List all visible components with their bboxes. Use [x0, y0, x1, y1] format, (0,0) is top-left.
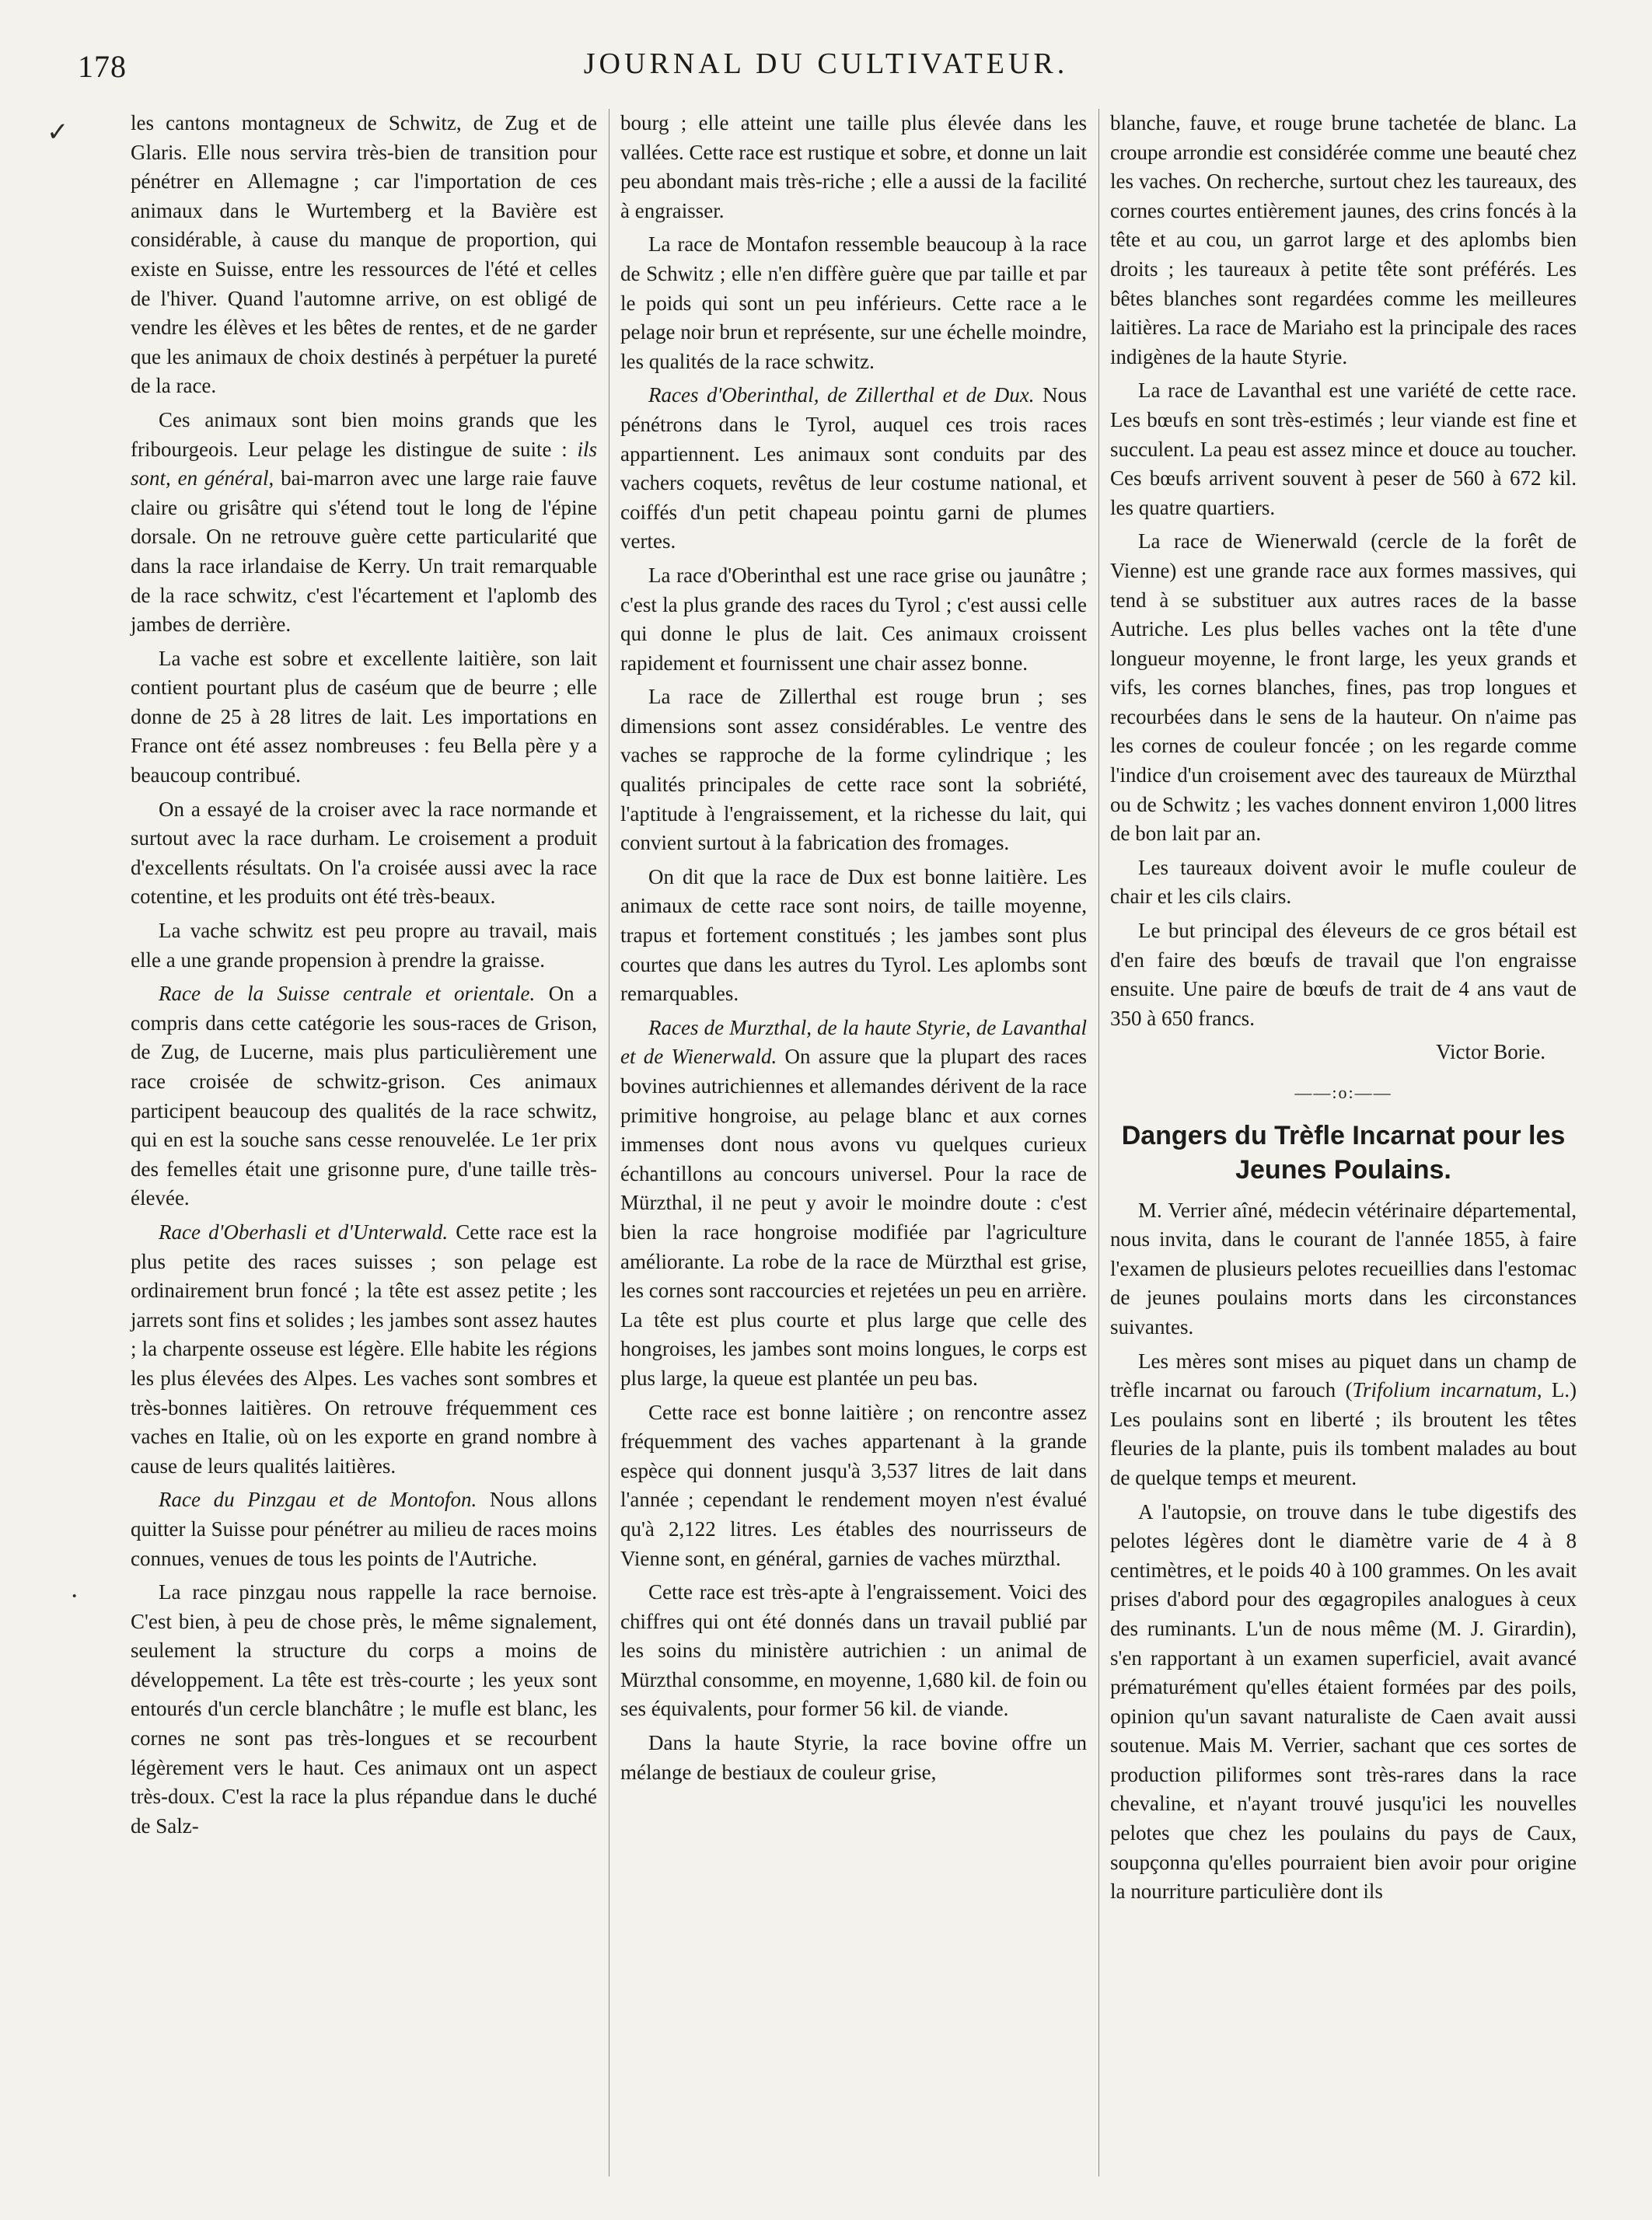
section-separator: ——:o:——: [1294, 1083, 1392, 1102]
breed-section: Race du Pinzgau et de Montofon. Nous allons quitter la Suisse pour pénétrer au milieu de races moins connues, venues de tous les points de l'Autriche.: [131, 1488, 597, 1570]
paragraph: La race de Zillerthal est rouge brun ; ses dimensions sont assez considérables. Le ventre des vaches se rapproche de la forme cylindrique ; les qualités principales de cette race sont la sobriété, l'aptitude à l'engraissement, et la richesse du lait, qui convient surtout à la fabrication des fromages.: [620, 685, 1087, 855]
paragraph: La race pinzgau nous rappelle la race bernoise. C'est bien, à peu de chose près, le même signalement, seulement la structure du corps a moins de développement. La tête est très-courte ; les yeux sont entourés d'un cercle blanchâtre ; le mufle est blanc, les cornes ne sont pas très-longues et se recourbent légèrement vers le haut. Ces animaux ont un aspect très-doux. C'est la race la plus répandue dans le duché de Salz-: [131, 1580, 597, 1838]
page-number: 178: [78, 49, 127, 84]
paragraph: La vache est sobre et excellente laitière, son lait contient pourtant plus de caséum que de beurre ; elle donne de 25 à 28 litres de lait. Les importations en France ont été assez nombreuses : feu Bella père y a beaucoup contribué.: [131, 646, 597, 787]
paragraph: La race de Wienerwald (cercle de la forêt de Vienne) est une grande race aux formes massives, qui tend à se substituer aux autres races de la basse Autriche. Les plus belles vaches ont la tête d'une longueur moyenne, le front large, les yeux grands et vifs, les cornes blanches, fines, pas trop longues et recourbées dans le sens de la hauteur. On n'aime pas les cornes de couleur foncée ; on les regarde comme l'indice d'un croisement avec des taureaux de Mürzthal ou de Schwitz ; les vaches donnent environ 1,000 litres de bon lait par an.: [1110, 529, 1577, 846]
paragraph: Les mères sont mises au piquet dans un champ de trèfle incarnat ou farouch (Trifolium incarnatum, L.) Les poulains sont en liberté ; ils broutent les têtes fleuries de la plante, puis ils tombent malades au bout de quelque temps et meurent.: [1110, 1349, 1577, 1489]
paragraph: Cette race est bonne laitière ; on rencontre assez fréquemment des vaches appartenant à la grande espèce qui donnent jusqu'à 3,537 litres de lait dans l'année ; cependant le rendement moyen n'est évalué qu'à 2,122 litres. Les étables des nourrisseurs de Vienne sont, en général, garnies de vaches mürzthal.: [620, 1400, 1087, 1570]
column-rule: [1098, 109, 1099, 2176]
breed-heading: Races de Murzthal, de la haute Styrie, de Lavanthal et de Wienerwald.: [620, 1015, 1087, 1069]
running-title: JOURNAL DU CULTIVATEUR.: [583, 47, 1069, 80]
paragraph: Dans la haute Styrie, la race bovine offre un mélange de bestiaux de couleur grise,: [620, 1731, 1087, 1784]
paragraph: les cantons montagneux de Schwitz, de Zug et de Glaris. Elle nous servira très-bien de transition pour pénétrer en Allemagne ; car l'importation de ces animaux dans le Wurtemberg et la Bavière est considérable, à cause du manque de proportion, qui existe en Suisse, entre les ressources de l'été et celles de l'hiver. Quand l'automne arrive, on est obligé de vendre les élèves et les bêtes de rentes, et de ne garder que les animaux de choix destinés à perpétuer la pureté de la race.: [131, 111, 597, 398]
breed-section: Race de la Suisse centrale et orientale. On a compris dans cette catégorie les sous-races de Grison, de Zug, de Lucerne, mais plus particulièrement une race croisée de schwitz-grison. Ces animaux participent beaucoup des qualités de la race schwitz, qui en est la souche sans cesse renouvelée. Le 1er prix des femelles était une grisonne pure, d'une taille très-élevée.: [131, 982, 598, 1210]
breed-section: Races de Murzthal, de la haute Styrie, de Lavanthal et de Wienerwald. On assure que la plupart des races bovines autrichiennes et allemandes dérivent de la race primitive hongroise, au pelage blanc et aux cornes immenses dont nous avons vu quelques curieux échantillons au concours universel. Pour la race de Mürzthal, il ne peut y avoir le moindre doute : c'est bien la race hongroise modifiée par l'agriculture améliorante. La robe de la race de Mürzthal est grise, les cornes sont raccourcies et rejetées un peu en arrière. La tête est plus courte et plus large que celle des hongroises, les jambes sont moins longues, le corps est plus large, la queue est plantée un peu bas.: [620, 1015, 1087, 1390]
text-column-3: [1110, 109, 1577, 1911]
paragraph: blanche, fauve, et rouge brune tachetée de blanc. La croupe arrondie est considérée comme une beauté chez les vaches. On recherche, surtout chez les taureaux, des cornes courtes entièrement jaunes, des crins foncés à la tête et au cou, un garrot large et des aplombs bien droits ; les taureaux à petite tête sont préférés. Les bêtes blanches sont regardées comme les meilleures laitières. La race de Mariaho est la principale des races indigènes de la haute Styrie.: [1110, 111, 1577, 368]
breed-heading: Race de la Suisse centrale et orientale.: [159, 982, 536, 1006]
paragraph: bourg ; elle atteint une taille plus élevée dans les vallées. Cette race est rustique et sobre, et donne un lait peu abondant mais très-riche ; elle a aussi de la facilité à engraisser.: [620, 111, 1087, 222]
author-signature: Victor Borie.: [1436, 1040, 1545, 1064]
paragraph: La race de Montafon ressemble beaucoup à la race de Schwitz ; elle n'en diffère guère que par taille et par le poids qui sont un peu inférieurs. Cette race a le pelage noir brun et représente, sur une échelle moindre, les qualités de la race schwitz.: [620, 232, 1087, 373]
text-column-2: [620, 109, 1087, 1792]
paragraph: La vache schwitz est peu propre au travail, mais elle a une grande propension à prendre la graisse.: [131, 919, 597, 972]
paragraph: Cette race est très-apte à l'engraissement. Voici des chiffres qui ont été donnés dans un travail publié par les soins du ministère autrichien : un animal de Mürzthal consomme, en moyenne, 1,680 kil. de foin ou ses équivalents, pour former 56 kil. de viande.: [620, 1580, 1087, 1721]
article-title: Dangers du Trèfle Incarnat pour les Jeunes Poulains.: [1121, 1120, 1566, 1185]
breed-section: Races d'Oberinthal, de Zillerthal et de Dux. Nous pénétrons dans le Tyrol, auquel ces trois races appartiennent. Les animaux sont conduits par des vachers coquets, revêtus de leur costume national, et coiffés d'un petit chapeau pointu garni de plumes vertes.: [620, 383, 1088, 553]
breed-heading: Race du Pinzgau et de Montofon.: [159, 1488, 477, 1512]
text-column-1: [131, 109, 597, 1845]
breed-heading: Races d'Oberinthal, de Zillerthal et de Dux.: [648, 383, 1035, 407]
paragraph: On a essayé de la croiser avec la race normande et surtout avec la race durham. Le croisement a produit d'excellents résultats. On l'a croisée aussi avec la race cotentine, et les produits ont été très-beaux.: [131, 797, 597, 909]
paragraph: Ces animaux sont bien moins grands que les fribourgeois. Leur pelage les distingue de suite : ils sont, en général, bai-marron avec une large raie fauve claire ou grisâtre qui s'étend tout le long de l'épine dorsale. On ne retrouve guère cette particularité que dans la race irlandaise de Kerry. Un trait remarquable de la race schwitz, c'est l'écartement et l'aplomb des jambes de derrière.: [131, 407, 597, 637]
paragraph: Le but principal des éleveurs de ce gros bétail est d'en faire des bœufs de travail que l'on engraisse ensuite. Une paire de bœufs de trait de 4 ans vaut de 350 à 650 francs.: [1110, 919, 1577, 1030]
paragraph: Les taureaux doivent avoir le mufle couleur de chair et les cils clairs.: [1110, 855, 1577, 909]
paragraph: On dit que la race de Dux est bonne laitière. Les animaux de cette race sont noirs, de taille moyenne, trapus et fortement constitués ; les jambes sont plus courtes que dans les autres du Tyrol. Les aplombs sont remarquables.: [620, 864, 1087, 1006]
breed-section: Race d'Oberhasli et d'Unterwald. Cette race est la plus petite des races suisses ; son pelage est ordinairement brun foncé ; la tête est assez petite ; les jarrets sont fins et solides ; les jambes sont assez hautes ; la charpente osseuse est légère. Elle habite les régions les plus élevées des Alpes. Les vaches sont sombres et très-bonnes laitières. On retrouve fréquemment ces vaches en Italie, où on les exporte en grand nombre à cause de leurs qualités laitières.: [131, 1220, 597, 1478]
margin-pencil-mark: ✓: [47, 118, 69, 147]
paragraph: M. Verrier aîné, médecin vétérinaire départemental, nous invita, dans le courant de l'année 1855, à faire l'examen de plusieurs pelotes recueillies dans l'estomac de jeunes poulains morts dans les circonstances suivantes.: [1110, 1198, 1577, 1339]
paragraph: La race d'Oberinthal est une race grise ou jaunâtre ; c'est la plus grande des races du Tyrol ; c'est aussi celle qui donne le plus de lait. Ces animaux croissent rapidement et fournissent une chair assez bonne.: [620, 563, 1087, 675]
paragraph: A l'autopsie, on trouve dans le tube digestifs des pelotes légères dont le diamètre varie de 4 à 8 centimètres, et le poids 40 à 100 grammes. On les avait prises d'abord pour des œgagropiles analogues à ceux des ruminants. L'un de nous même (M. J. Girardin), s'en rapportant à un examen superficiel, avait avancé prématurément qu'elles étaient formées par des poils, opinion qu'un savant naturaliste de Caen avait aussi soutenue. Mais M. Verrier, sachant que ces sortes de production piliformes sont très-rares dans la race chevaline, et n'ayant trouvé jusqu'ici les nouvelles pelotes que chez les poulains du pays de Caux, soupçonna qu'elles pourraient bien avoir pour origine la nourriture particulière dont ils: [1110, 1499, 1577, 1904]
breed-heading: Race d'Oberhasli et d'Unterwald.: [159, 1220, 449, 1244]
margin-pencil-mark: ·: [70, 1582, 79, 1611]
paragraph: La race de Lavanthal est une variété de cette race. Les bœufs en sont très-estimés ; leur viande est fine et succulent. La peau est assez mince et douce au toucher. Ces bœufs arrivent souvent à peser de 560 à 672 kil. les quatre quartiers.: [1110, 379, 1577, 519]
